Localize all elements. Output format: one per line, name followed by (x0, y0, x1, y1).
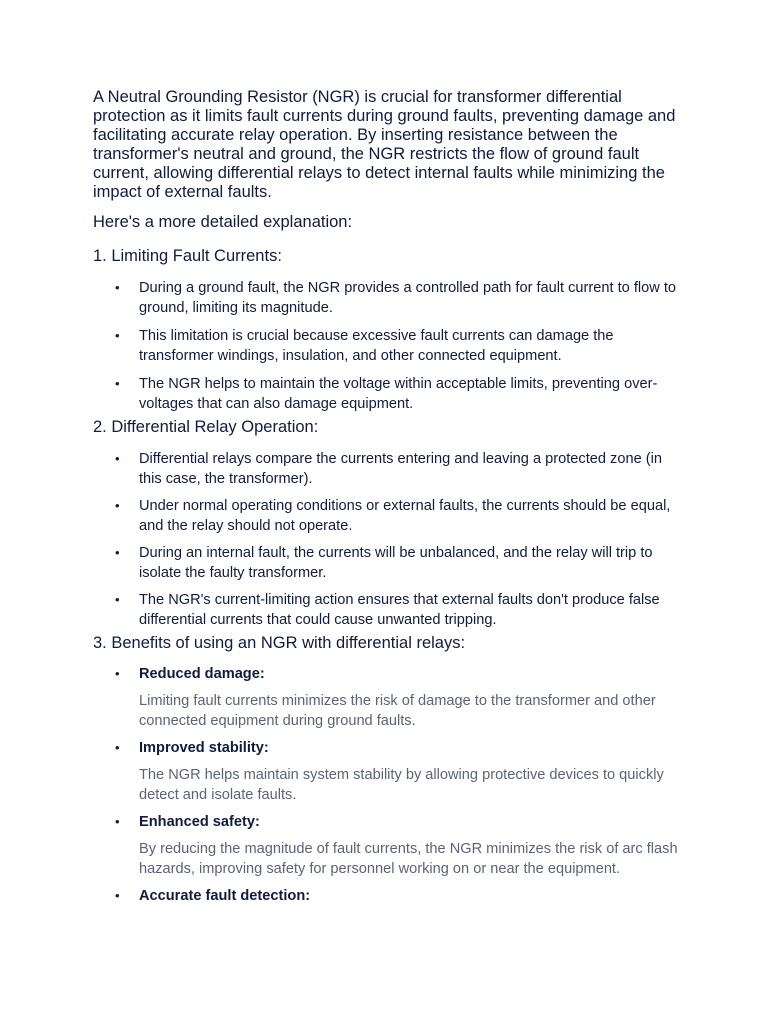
section-3-bullet-list (93, 664, 683, 906)
list-item: • Under normal operating conditions or external faults, the currents should be equal, and the relay should not operate. (93, 496, 683, 536)
list-item: • This limitation is crucial because excessive fault currents can damage the transformer windings, insulation, and other connected equipment. (93, 326, 683, 366)
benefit-title: • Accurate fault detection: (139, 888, 311, 904)
list-item (93, 664, 683, 731)
list-item (93, 812, 683, 879)
benefit-description: By reducing the magnitude of fault currents, the NGR minimizes the risk of arc flash hazards, improving safety for personnel working on or near the equipment. (139, 841, 678, 877)
benefit-title: • Reduced damage: (139, 666, 265, 682)
list-item (93, 886, 683, 906)
intro-paragraph: A Neutral Grounding Resistor (NGR) is crucial for transformer differential protection as it limits fault currents during ground faults, preventing damage and facilitating accurate relay operation. By inserting resistance between the transformer's neutral and ground, the NGR restricts the flow of ground fault current, allowing differential relays to detect internal faults while minimizing the impact of external faults. (93, 88, 676, 201)
list-item (93, 738, 683, 805)
section-1-bullet-list (93, 278, 683, 414)
list-item: • The NGR's current-limiting action ensures that external faults don't produce false differential currents that could cause unwanted tripping. (93, 590, 683, 630)
list-item: • During an internal fault, the currents will be unbalanced, and the relay will trip to isolate the faulty transformer. (93, 543, 683, 583)
list-item: • During a ground fault, the NGR provides a controlled path for fault current to flow to ground, limiting its magnitude. (93, 278, 683, 318)
benefit-description: Limiting fault currents minimizes the risk of damage to the transformer and other connected equipment during ground faults. (139, 693, 656, 729)
benefit-title: • Enhanced safety: (139, 814, 260, 830)
list-item: • Differential relays compare the currents entering and leaving a protected zone (in this case, the transformer). (93, 449, 683, 489)
list-item: • The NGR helps to maintain the voltage within acceptable limits, preventing over-voltages that can also damage equipment. (93, 374, 683, 414)
document-body (93, 88, 683, 906)
benefit-title: • Improved stability: (139, 740, 269, 756)
benefit-description: The NGR helps maintain system stability by allowing protective devices to quickly detect and isolate faults. (139, 767, 664, 803)
section-title-benefits: 3. Benefits of using an NGR with differential relays: (93, 634, 466, 652)
section-title-differential-relay-operation: 2. Differential Relay Operation: (93, 418, 319, 436)
lead-paragraph: Here's a more detailed explanation: (93, 213, 353, 231)
section-title-limiting-fault-currents: 1. Limiting Fault Currents: (93, 247, 282, 265)
section-2-bullet-list (93, 449, 683, 630)
